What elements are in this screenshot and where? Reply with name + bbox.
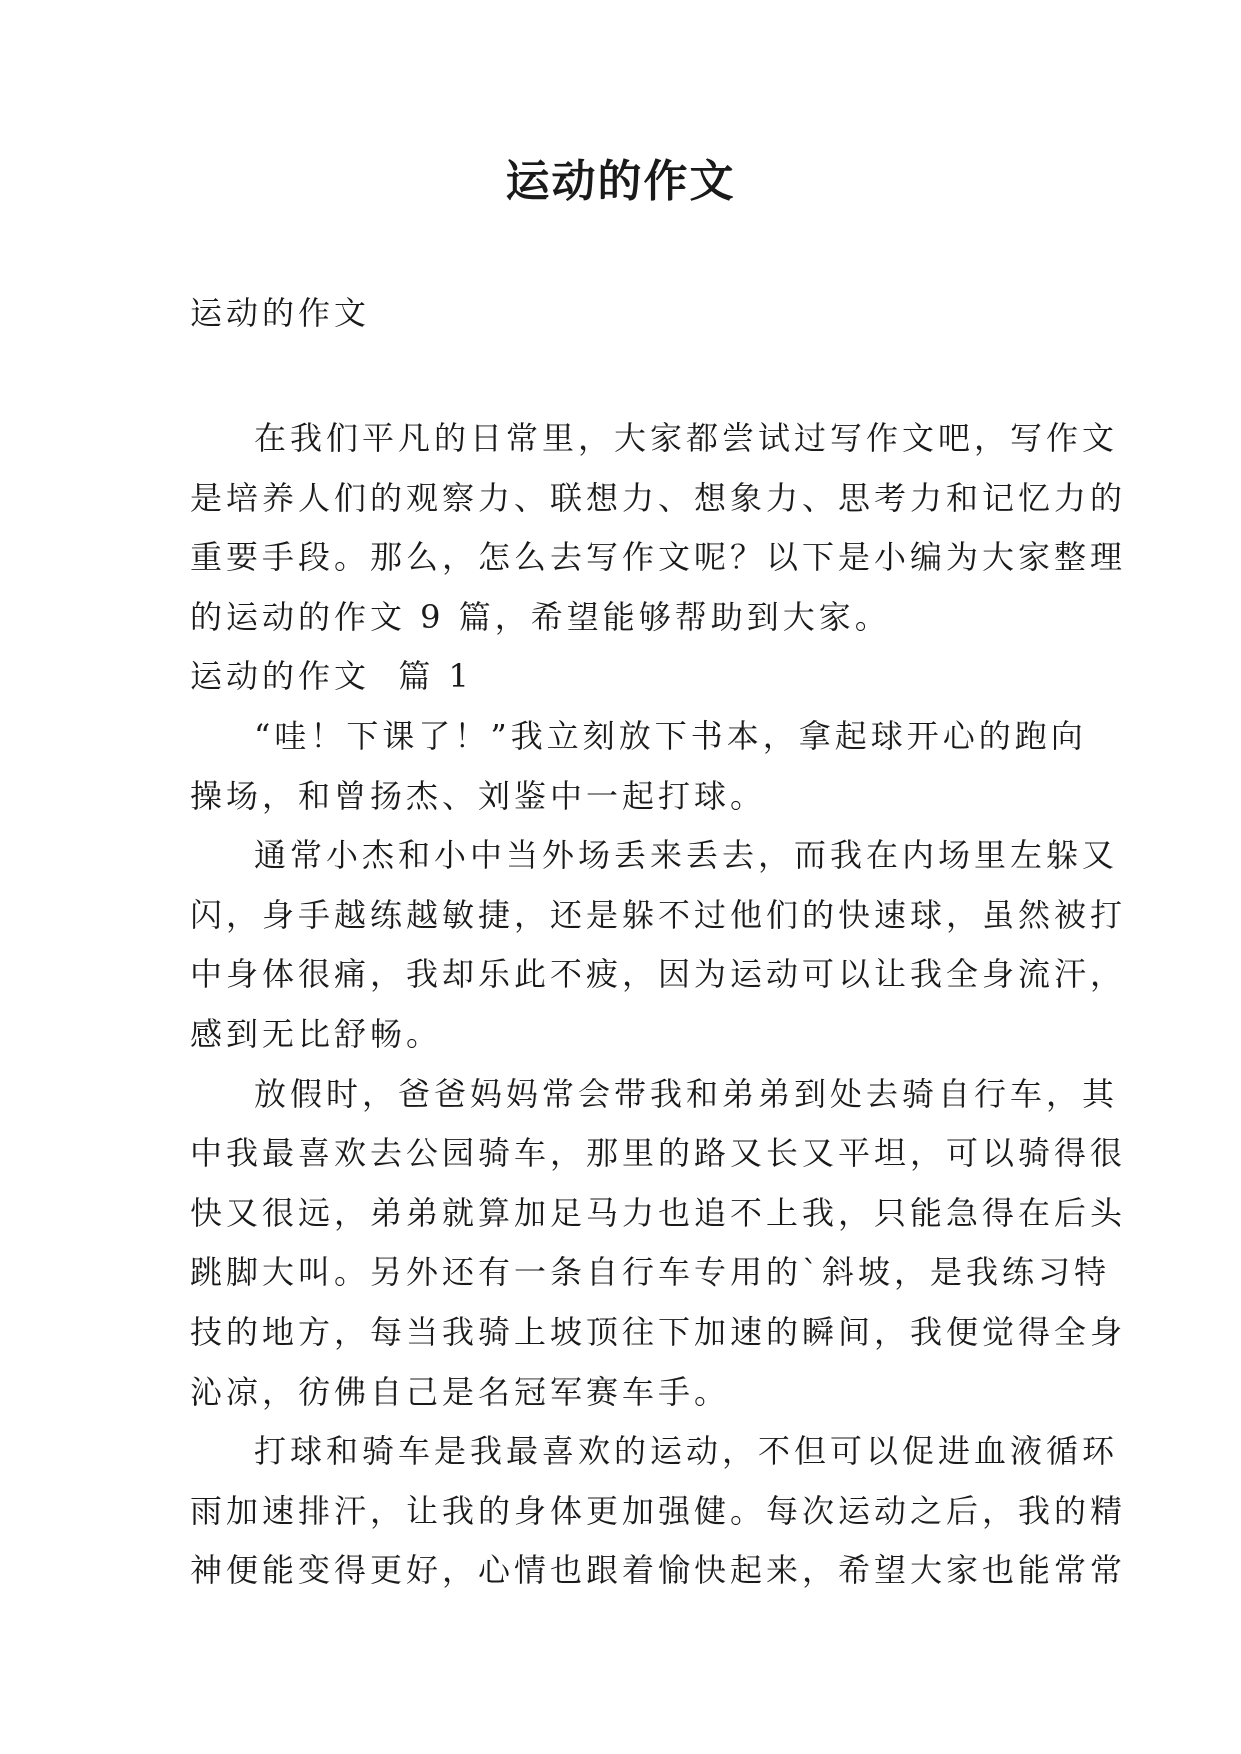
text-line: “哇！下课了！”我立刻放下书本，拿起球开心的跑向: [254, 716, 1087, 755]
document-subtitle: 运动的作文: [190, 294, 371, 332]
section-heading: 运动的作文 篇 1: [190, 657, 473, 696]
text-line: 在我们平凡的日常里，大家都尝试过写作文吧，写作文: [254, 419, 1119, 457]
document-title: 运动的作文: [505, 156, 736, 207]
text-line: 技的地方，每当我骑上坡顶往下加速的瞬间，我便觉得全身: [190, 1312, 1127, 1351]
text-line: 快又很远，弟弟就算加足马力也追不上我，只能急得在后头: [190, 1193, 1127, 1232]
intro-paragraph: [190, 409, 1127, 647]
text-line: 是培养人们的观察力、联想力、想象力、思考力和记忆力的: [190, 478, 1127, 517]
body-paragraph: [190, 707, 1087, 826]
text-line: 打球和骑车是我最喜欢的运动，不但可以促进血液循环: [254, 1432, 1119, 1471]
text-line: 通常小杰和小中当外场丢来丢去，而我在内场里左躲又: [254, 836, 1119, 875]
text-line: 沁凉，彷佛自己是名冠军赛车手。: [190, 1372, 731, 1411]
text-line: 重要手段。那么，怎么去写作文呢？以下是小编为大家整理: [190, 538, 1127, 577]
text-line: 放假时，爸爸妈妈常会带我和弟弟到处去骑自行车，其: [254, 1074, 1119, 1113]
text-line: 神便能变得更好，心情也跟着愉快起来，希望大家也能常常: [190, 1551, 1127, 1590]
body-paragraph: [190, 1422, 1127, 1601]
text-line: 中身体很痛，我却乐此不疲，因为运动可以让我全身流汗，: [190, 955, 1127, 994]
text-line: 的运动的作文 9 篇，希望能够帮助到大家。: [190, 597, 891, 636]
text-line: 跳脚大叫。另外还有一条自行车专用的`斜坡，是我练习特: [190, 1253, 1111, 1292]
text-line: 感到无比舒畅。: [190, 1014, 443, 1053]
body-paragraph: [190, 826, 1127, 1064]
text-line: 操场，和曾扬杰、刘鉴中一起打球。: [190, 776, 767, 815]
text-line: 雨加速排汗，让我的身体更加强健。每次运动之后，我的精: [190, 1491, 1127, 1530]
body-paragraph: [190, 1065, 1127, 1423]
document-body: [190, 409, 1127, 1601]
text-line: 闪，身手越练越敏捷，还是躲不过他们的快速球，虽然被打: [190, 895, 1127, 934]
text-line: 中我最喜欢去公园骑车，那里的路又长又平坦，可以骑得很: [190, 1134, 1127, 1173]
